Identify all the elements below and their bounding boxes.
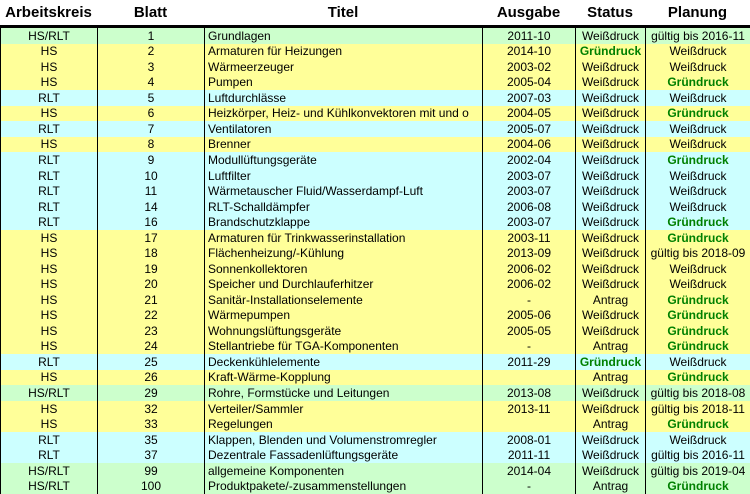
cell-blatt[interactable]: 20 (97, 277, 204, 293)
cell-planung[interactable]: Gründruck (645, 106, 750, 122)
cell-arbeitskreis[interactable]: RLT (0, 168, 97, 184)
cell-status[interactable]: Weißdruck (575, 463, 645, 479)
cell-blatt[interactable]: 29 (97, 385, 204, 401)
cell-blatt[interactable]: 1 (97, 28, 204, 44)
cell-arbeitskreis[interactable]: RLT (0, 447, 97, 463)
cell-status[interactable]: Weißdruck (575, 432, 645, 448)
cell-planung[interactable]: Gründruck (645, 308, 750, 324)
cell-ausgabe[interactable]: 2011-29 (482, 354, 575, 370)
cell-blatt[interactable]: 21 (97, 292, 204, 308)
cell-ausgabe[interactable]: 2004-06 (482, 137, 575, 153)
cell-status[interactable]: Weißdruck (575, 401, 645, 417)
cell-ausgabe[interactable]: - (482, 339, 575, 355)
cell-titel[interactable]: Dezentrale Fassadenlüftungsgeräte (204, 447, 482, 463)
cell-planung[interactable]: Gründruck (645, 416, 750, 432)
cell-planung[interactable]: gültig bis 2018-09 (645, 245, 750, 261)
cell-status[interactable]: Antrag (575, 292, 645, 308)
table-row (0, 75, 750, 91)
cell-blatt[interactable]: 2 (97, 44, 204, 60)
cell-status[interactable]: Weißdruck (575, 447, 645, 463)
cell-planung[interactable]: Weißdruck (645, 121, 750, 137)
cell-blatt[interactable]: 23 (97, 323, 204, 339)
cell-blatt[interactable]: 6 (97, 106, 204, 122)
cell-blatt[interactable]: 8 (97, 137, 204, 153)
cell-blatt[interactable]: 33 (97, 416, 204, 432)
cell-blatt[interactable]: 99 (97, 463, 204, 479)
table-row (0, 121, 750, 137)
cell-arbeitskreis[interactable]: RLT (0, 214, 97, 230)
table-row (0, 447, 750, 463)
table-row (0, 28, 750, 44)
cell-titel[interactable]: Armaturen für Heizungen (204, 44, 482, 60)
table-row (0, 323, 750, 339)
cell-planung[interactable]: Gründruck (645, 75, 750, 91)
table-row (0, 106, 750, 122)
cell-blatt[interactable]: 37 (97, 447, 204, 463)
cell-ausgabe[interactable]: 2011-10 (482, 28, 575, 44)
cell-ausgabe[interactable]: 2007-03 (482, 90, 575, 106)
cell-arbeitskreis[interactable]: HS (0, 44, 97, 60)
cell-planung[interactable]: gültig bis 2019-04 (645, 463, 750, 479)
cell-planung[interactable]: gültig bis 2018-11 (645, 401, 750, 417)
cell-arbeitskreis[interactable]: HS (0, 106, 97, 122)
table-row (0, 261, 750, 277)
column-header-status: Status (587, 4, 633, 21)
cell-titel[interactable]: Stellantriebe für TGA-Komponenten (204, 339, 482, 355)
cell-titel[interactable]: Kraft-Wärme-Kopplung (204, 370, 482, 386)
cell-planung[interactable]: Gründruck (645, 214, 750, 230)
table-row (0, 214, 750, 230)
cell-status[interactable]: Weißdruck (575, 137, 645, 153)
cell-arbeitskreis[interactable]: HS (0, 339, 97, 355)
cell-titel[interactable]: Klappen, Blenden und Volumenstromregler (204, 432, 482, 448)
cell-planung[interactable]: Weißdruck (645, 277, 750, 293)
cell-planung[interactable]: gültig bis 2016-11 (645, 447, 750, 463)
cell-arbeitskreis[interactable]: HS (0, 323, 97, 339)
column-header-titel: Titel (327, 4, 359, 21)
table-row (0, 199, 750, 215)
cell-arbeitskreis[interactable]: HS (0, 59, 97, 75)
cell-titel[interactable]: Regelungen (204, 416, 482, 432)
cell-ausgabe[interactable]: 2003-02 (482, 59, 575, 75)
cell-ausgabe[interactable]: 2005-06 (482, 308, 575, 324)
cell-arbeitskreis[interactable]: RLT (0, 354, 97, 370)
cell-titel[interactable]: Heizkörper, Heiz- und Kühlkonvektoren mit und o (204, 106, 482, 122)
cell-blatt[interactable]: 100 (97, 478, 204, 494)
table-row (0, 277, 750, 293)
cell-status[interactable]: Antrag (575, 416, 645, 432)
cell-status[interactable]: Weißdruck (575, 168, 645, 184)
cell-blatt[interactable]: 26 (97, 370, 204, 386)
table-row (0, 370, 750, 386)
cell-planung[interactable]: Weißdruck (645, 199, 750, 215)
column-header-planung: Planung (667, 4, 728, 21)
cell-titel[interactable]: Sonnenkollektoren (204, 261, 482, 277)
cell-planung[interactable]: Weißdruck (645, 59, 750, 75)
cell-status[interactable]: Weißdruck (575, 121, 645, 137)
cell-planung[interactable]: Weißdruck (645, 261, 750, 277)
cell-titel[interactable]: Luftdurchlässe (204, 90, 482, 106)
cell-planung[interactable]: Weißdruck (645, 432, 750, 448)
cell-planung[interactable]: Gründruck (645, 339, 750, 355)
table-body (0, 28, 750, 494)
cell-arbeitskreis[interactable]: HS (0, 137, 97, 153)
cell-status[interactable]: Gründruck (575, 354, 645, 370)
cell-titel[interactable]: Grundlagen (204, 28, 482, 44)
table-row (0, 245, 750, 261)
cell-blatt[interactable]: 10 (97, 168, 204, 184)
cell-titel[interactable]: Luftfilter (204, 168, 482, 184)
cell-blatt[interactable]: 14 (97, 199, 204, 215)
cell-arbeitskreis[interactable]: HS (0, 292, 97, 308)
cell-titel[interactable]: Brandschutzklappe (204, 214, 482, 230)
cell-titel[interactable]: Pumpen (204, 75, 482, 91)
cell-ausgabe[interactable]: - (482, 478, 575, 494)
cell-ausgabe[interactable]: 2014-04 (482, 463, 575, 479)
table-row (0, 463, 750, 479)
cell-status[interactable]: Antrag (575, 370, 645, 386)
cell-arbeitskreis[interactable]: RLT (0, 152, 97, 168)
cell-titel[interactable]: Speicher und Durchlauferhitzer (204, 277, 482, 293)
cell-status[interactable]: Weißdruck (575, 106, 645, 122)
cell-blatt[interactable]: 7 (97, 121, 204, 137)
cell-arbeitskreis[interactable]: HS/RLT (0, 28, 97, 44)
table-row (0, 137, 750, 153)
cell-ausgabe[interactable]: - (482, 292, 575, 308)
cell-ausgabe[interactable] (482, 370, 575, 386)
cell-status[interactable]: Weißdruck (575, 245, 645, 261)
table-row (0, 385, 750, 401)
cell-planung[interactable]: Weißdruck (645, 44, 750, 60)
cell-status[interactable]: Weißdruck (575, 385, 645, 401)
table-row (0, 152, 750, 168)
table-row (0, 432, 750, 448)
cell-ausgabe[interactable]: 2008-01 (482, 432, 575, 448)
cell-arbeitskreis[interactable]: HS (0, 230, 97, 246)
cell-arbeitskreis[interactable]: HS/RLT (0, 478, 97, 494)
cell-arbeitskreis[interactable]: HS (0, 75, 97, 91)
cell-arbeitskreis[interactable]: RLT (0, 121, 97, 137)
cell-arbeitskreis[interactable]: HS/RLT (0, 463, 97, 479)
cell-status[interactable]: Weißdruck (575, 90, 645, 106)
cell-ausgabe[interactable]: 2004-05 (482, 106, 575, 122)
table-row (0, 292, 750, 308)
cell-status[interactable]: Weißdruck (575, 75, 645, 91)
cell-status[interactable]: Weißdruck (575, 59, 645, 75)
cell-planung[interactable]: Weißdruck (645, 183, 750, 199)
cell-status[interactable]: Weißdruck (575, 323, 645, 339)
cell-titel[interactable]: Rohre, Formstücke und Leitungen (204, 385, 482, 401)
cell-blatt[interactable]: 3 (97, 59, 204, 75)
cell-ausgabe[interactable]: 2005-04 (482, 75, 575, 91)
cell-ausgabe[interactable]: 2013-08 (482, 385, 575, 401)
cell-titel[interactable]: Armaturen für Trinkwasserinstallation (204, 230, 482, 246)
cell-blatt[interactable]: 35 (97, 432, 204, 448)
cell-arbeitskreis[interactable]: HS/RLT (0, 385, 97, 401)
table-row (0, 339, 750, 355)
cell-blatt[interactable]: 9 (97, 152, 204, 168)
cell-ausgabe[interactable]: 2013-11 (482, 401, 575, 417)
cell-arbeitskreis[interactable]: RLT (0, 199, 97, 215)
table-row (0, 44, 750, 60)
table-row (0, 90, 750, 106)
table-row (0, 230, 750, 246)
cell-blatt[interactable]: 4 (97, 75, 204, 91)
cell-arbeitskreis[interactable]: HS (0, 277, 97, 293)
cell-arbeitskreis[interactable]: HS (0, 261, 97, 277)
column-header-blatt: Blatt (133, 4, 168, 21)
cell-titel[interactable]: Wärmepumpen (204, 308, 482, 324)
cell-arbeitskreis[interactable]: HS (0, 370, 97, 386)
cell-ausgabe[interactable]: 2006-08 (482, 199, 575, 215)
cell-status[interactable]: Weißdruck (575, 28, 645, 44)
table-row (0, 183, 750, 199)
table-row (0, 168, 750, 184)
cell-arbeitskreis[interactable]: HS (0, 401, 97, 417)
cell-ausgabe[interactable]: 2003-11 (482, 230, 575, 246)
cell-titel[interactable]: Ventilatoren (204, 121, 482, 137)
cell-ausgabe[interactable]: 2014-10 (482, 44, 575, 60)
cell-blatt[interactable]: 24 (97, 339, 204, 355)
cell-planung[interactable]: Gründruck (645, 323, 750, 339)
cell-status[interactable]: Weißdruck (575, 183, 645, 199)
cell-titel[interactable]: Wärmeerzeuger (204, 59, 482, 75)
cell-arbeitskreis[interactable]: HS (0, 245, 97, 261)
cell-planung[interactable]: Weißdruck (645, 168, 750, 184)
cell-titel[interactable]: Modullüftungsgeräte (204, 152, 482, 168)
cell-status[interactable]: Antrag (575, 478, 645, 494)
cell-planung[interactable]: Weißdruck (645, 354, 750, 370)
column-header-arbeitskreis: Arbeitskreis (5, 4, 92, 21)
cell-planung[interactable]: gültig bis 2016-11 (645, 28, 750, 44)
cell-ausgabe[interactable]: 2013-09 (482, 245, 575, 261)
cell-titel[interactable]: Wohnungslüftungsgeräte (204, 323, 482, 339)
cell-planung[interactable]: Gründruck (645, 152, 750, 168)
cell-status[interactable]: Weißdruck (575, 277, 645, 293)
cell-arbeitskreis[interactable]: RLT (0, 432, 97, 448)
cell-titel[interactable]: Produktpakete/-zusammenstellungen (204, 478, 482, 494)
cell-blatt[interactable]: 18 (97, 245, 204, 261)
column-header-ausgabe: Ausgabe (496, 4, 561, 21)
cell-blatt[interactable]: 16 (97, 214, 204, 230)
cell-blatt[interactable]: 32 (97, 401, 204, 417)
cell-titel[interactable]: RLT-Schalldämpfer (204, 199, 482, 215)
cell-arbeitskreis[interactable]: HS (0, 416, 97, 432)
cell-planung[interactable]: gültig bis 2018-08 (645, 385, 750, 401)
cell-ausgabe[interactable]: 2005-05 (482, 323, 575, 339)
cell-titel[interactable]: Wärmetauscher Fluid/Wasserdampf-Luft (204, 183, 482, 199)
cell-blatt[interactable]: 25 (97, 354, 204, 370)
cell-status[interactable]: Gründruck (575, 44, 645, 60)
cell-ausgabe[interactable]: 2006-02 (482, 261, 575, 277)
cell-ausgabe[interactable]: 2003-07 (482, 183, 575, 199)
cell-planung[interactable]: Gründruck (645, 478, 750, 494)
table-row (0, 354, 750, 370)
cell-titel[interactable]: allgemeine Komponenten (204, 463, 482, 479)
cell-planung[interactable]: Gründruck (645, 370, 750, 386)
cell-arbeitskreis[interactable]: HS (0, 308, 97, 324)
cell-titel[interactable]: Flächenheizung/-Kühlung (204, 245, 482, 261)
cell-status[interactable]: Weißdruck (575, 230, 645, 246)
cell-ausgabe[interactable]: 2006-02 (482, 277, 575, 293)
cell-ausgabe[interactable]: 2005-07 (482, 121, 575, 137)
table-row (0, 308, 750, 324)
cell-titel[interactable]: Verteiler/Sammler (204, 401, 482, 417)
cell-blatt[interactable]: 11 (97, 183, 204, 199)
cell-status[interactable]: Antrag (575, 339, 645, 355)
cell-planung[interactable]: Weißdruck (645, 137, 750, 153)
cell-titel[interactable]: Sanitär-Installationselemente (204, 292, 482, 308)
table-row (0, 416, 750, 432)
cell-status[interactable]: Weißdruck (575, 308, 645, 324)
cell-status[interactable]: Weißdruck (575, 261, 645, 277)
table-row (0, 478, 750, 494)
cell-ausgabe[interactable] (482, 416, 575, 432)
cell-blatt[interactable]: 22 (97, 308, 204, 324)
table-row (0, 401, 750, 417)
cell-ausgabe[interactable]: 2003-07 (482, 214, 575, 230)
cell-status[interactable]: Weißdruck (575, 214, 645, 230)
cell-titel[interactable]: Deckenkühlelemente (204, 354, 482, 370)
cell-ausgabe[interactable]: 2002-04 (482, 152, 575, 168)
cell-ausgabe[interactable]: 2003-07 (482, 168, 575, 184)
cell-planung[interactable]: Weißdruck (645, 90, 750, 106)
cell-status[interactable]: Weißdruck (575, 152, 645, 168)
cell-blatt[interactable]: 17 (97, 230, 204, 246)
cell-arbeitskreis[interactable]: RLT (0, 183, 97, 199)
cell-planung[interactable]: Gründruck (645, 292, 750, 308)
cell-titel[interactable]: Brenner (204, 137, 482, 153)
table-row (0, 59, 750, 75)
cell-status[interactable]: Weißdruck (575, 199, 645, 215)
cell-blatt[interactable]: 19 (97, 261, 204, 277)
cell-blatt[interactable]: 5 (97, 90, 204, 106)
cell-ausgabe[interactable]: 2011-11 (482, 447, 575, 463)
table-header (0, 0, 750, 28)
cell-arbeitskreis[interactable]: RLT (0, 90, 97, 106)
cell-planung[interactable]: Gründruck (645, 230, 750, 246)
